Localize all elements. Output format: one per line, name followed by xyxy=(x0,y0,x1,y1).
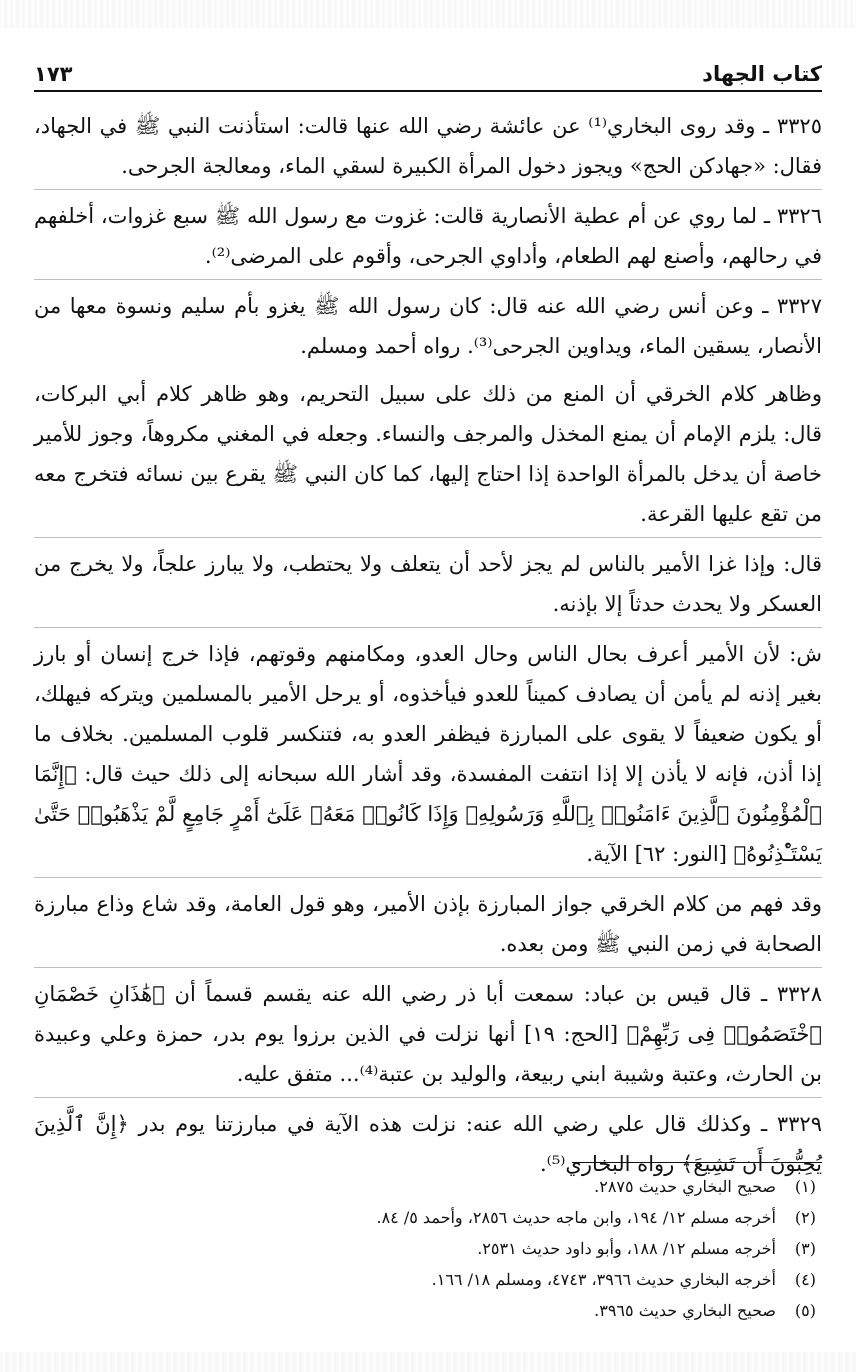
footnote-number: (٥) xyxy=(794,1301,816,1320)
paragraph-3327: ٣٣٢٧ ـ وعن أنس رضي الله عنه قال: كان رسول الله ﷺ يغزو بأم سليم ونسوة معها من الأنصار، يسقين الماء، ويداوين الجرحى⁽³⁾. رواه أحمد ومسلم. xyxy=(34,294,822,358)
book-title: كتاب الجهاد xyxy=(702,62,822,86)
footnote-item xyxy=(34,1233,822,1264)
footnote-item xyxy=(34,1202,822,1233)
footnote-text: أخرجه مسلم ١٢/ ١٨٨، وأبو داود حديث ٢٥٣١. xyxy=(477,1239,776,1258)
footnote-number: (١) xyxy=(794,1177,816,1196)
scan-edge-top xyxy=(0,0,856,28)
footnote-divider xyxy=(572,1162,822,1163)
footnote-item xyxy=(34,1171,822,1202)
footnote-text: أخرجه البخاري حديث ٣٩٦٦، ٤٧٤٣، ومسلم ١٨/ ١٦٦. xyxy=(431,1270,776,1289)
paragraph-3329: ٣٣٢٩ ـ وكذلك قال علي رضي الله عنه: نزلت هذه الآية في مبارزتنا يوم بدر ﴿إِنَّ ٱلَّذِينَ يُحِبُّونَ أَن تَشِيعَ﴾ رواه البخاري⁽⁵⁾. xyxy=(34,1112,822,1176)
footnote-number: (٢) xyxy=(794,1208,816,1227)
paragraph-fahim: وقد فهم من كلام الخرقي جواز المبارزة بإذن الأمير، وهو قول العامة، وقد شاع وذاع مبارزة الصحابة في زمن النبي ﷺ ومن بعده. xyxy=(34,884,822,968)
main-text xyxy=(34,106,822,1192)
footnote-item xyxy=(34,1264,822,1295)
footnote-text: صحيح البخاري حديث ٢٨٧٥. xyxy=(594,1177,776,1196)
paragraph-3328: ٣٣٢٨ ـ قال قيس بن عباد: سمعت أبا ذر رضي الله عنه يقسم قسماً أن ﴿هَٰذَانِ خَصْمَانِ ٱخْتَصَمُوا۟ فِى رَبِّهِمْ﴾ [الحج: ١٩] أنها نزلت في الذين برزوا يوم بدر، حمزة وعلي وعبيدة بن الحارث، وعتبة وشيبة ابني ربيعة، والوليد بن عتبة⁽⁴⁾... متفق عليه. xyxy=(34,974,822,1098)
paragraph-sharh: ش: لأن الأمير أعرف بحال الناس وحال العدو، ومكامنهم وقوتهم، فإذا خرج إنسان أو بارز بغير إذنه لم يأمن أن يصادف كميناً للعدو فيأخذوه، أو يرحل الأمير بالمسلمين ويتركه فيهلك، أو يكون ضعيفاً لا يقوى على المبارزة فيظفر العدو به، فتنكسر قلوب المسلمين. بخلاف ما إذا أذن، فإنه لا يأذن إلا إذا انتفت المفسدة، وقد أشار الله سبحانه إلى ذلك حيث قال: ﴿إِنَّمَا ٱلْمُؤْمِنُونَ ٱلَّذِينَ ءَامَنُوا۟ بِٱللَّهِ وَرَسُولِهِۦ وَإِذَا كَانُوا۟ مَعَهُۥ عَلَىٰٓ أَمْرٍ جَامِعٍ لَّمْ يَذْهَبُوا۟ حَتَّىٰ يَسْتَـْٔذِنُوهُ﴾ [النور: ٦٢] الآية. xyxy=(34,634,822,878)
paragraph-3326: ٣٣٢٦ ـ لما روي عن أم عطية الأنصارية قالت: غزوت مع رسول الله ﷺ سبع غزوات، أخلفهم في رحالهم، وأصنع لهم الطعام، وأداوي الجرحى، وأقوم على المرضى⁽²⁾. xyxy=(34,196,822,280)
scan-edge-bottom xyxy=(0,1352,856,1372)
paragraph-3325: ٣٣٢٥ ـ وقد روى البخاري⁽¹⁾ عن عائشة رضي الله عنها قالت: استأذنت النبي ﷺ في الجهاد، فقال: «جهادكن الحج» ويجوز دخول المرأة الكبيرة لسقي الماء، ومعالجة الجرحى. xyxy=(34,106,822,190)
footnotes xyxy=(34,1162,822,1326)
footnote-text: أخرجه مسلم ١٢/ ١٩٤، وابن ماجه حديث ٢٨٥٦، وأحمد ٥/ ٨٤. xyxy=(376,1208,776,1227)
page-number: ١٧٣ xyxy=(34,62,73,86)
page-header xyxy=(34,52,822,92)
footnote-item xyxy=(34,1295,822,1326)
paragraph-kharqi: وظاهر كلام الخرقي أن المنع من ذلك على سبيل التحريم، وهو ظاهر كلام أبي البركات، قال: يلزم الإمام أن يمنع المخذل والمرجف والنساء. وجعله في المغني مكروهاً، وجوز للأمير خاصة أن يدخل بالمرأة الواحدة إذا احتاج إليها، كما كان النبي ﷺ يقرع بين نسائه فتخرج معه من تقع عليها القرعة. xyxy=(34,374,822,538)
paragraph-qala: قال: وإذا غزا الأمير بالناس لم يجز لأحد أن يتعلف ولا يحتطب، ولا يبارز علجاً، ولا يخرج من العسكر ولا يحدث حدثاً إلا بإذنه. xyxy=(34,544,822,628)
footnote-text: صحيح البخاري حديث ٣٩٦٥. xyxy=(594,1301,776,1320)
footnote-number: (٤) xyxy=(794,1270,816,1289)
footnote-number: (٣) xyxy=(794,1239,816,1258)
